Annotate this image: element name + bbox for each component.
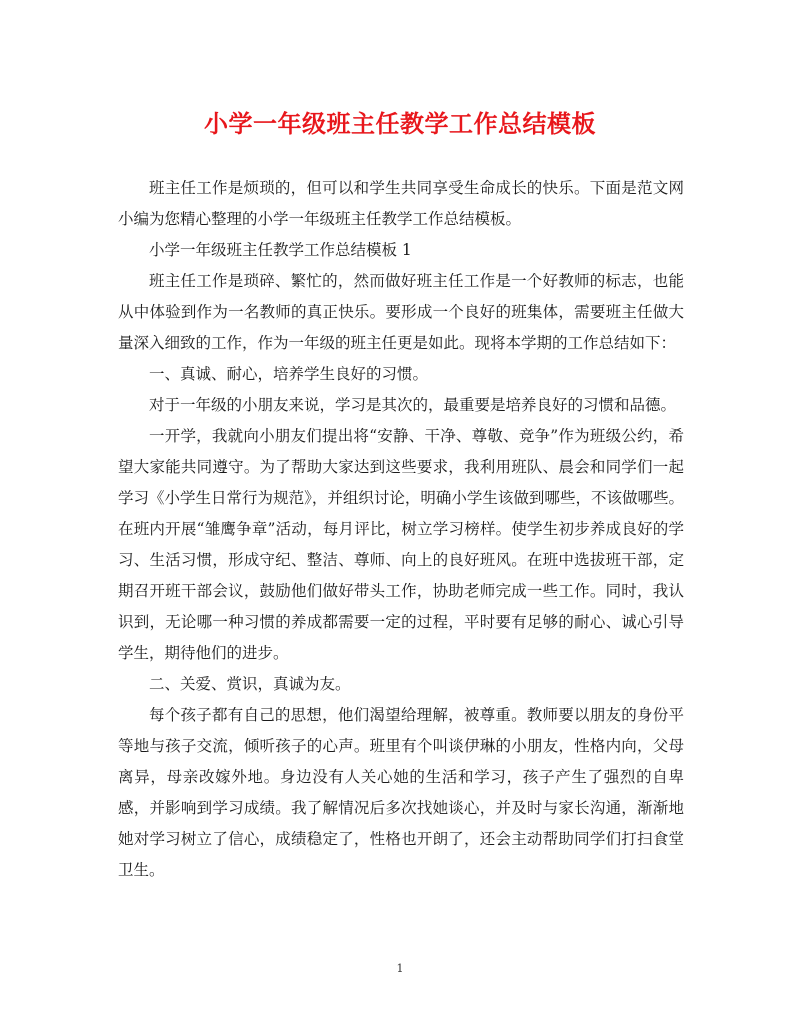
body-paragraph: 每个孩子都有自己的思想，他们渴望给理解，被尊重。教师要以朋友的身份平等地与孩子交流，倾听孩子的心声。班里有个叫谈伊琳的小朋友，性格内向，父母离异，母亲改嫁外地。身边没有人关心她的生活和学习，孩子产生了强烈的自卑感，并影响到学习成绩。我了解情况后多次找她谈心，并及时与家长沟通，渐渐地她对学习树立了信心，成绩稳定了，性格也开朗了，还会主动帮助同学们打扫食堂卫生。 bbox=[118, 706, 684, 879]
subheading-1: 一、真诚、耐心，培养学生良好的习惯。 bbox=[149, 365, 429, 383]
intro-paragraph: 班主任工作是烦琐的，但可以和学生共同享受生命成长的快乐。下面是范文网小编为您精心整理的小学一年级班主任教学工作总结模板。 bbox=[118, 179, 684, 228]
subheading-2: 二、关爱、赏识，真诚为友。 bbox=[149, 675, 351, 693]
page-number: 1 bbox=[396, 962, 404, 975]
body-paragraph: 一开学，我就向小朋友们提出将“安静、干净、尊敬、竞争”作为班级公约，希望大家能共同遵守。为了帮助大家达到这些要求，我利用班队、晨会和同学们一起学习《小学生日常行为规范》，并组织讨论，明确小学生该做到哪些，不该做哪些。在班内开展“雏鹰争章”活动，每月评比，树立学习榜样。使学生初步养成良好的学习、生活习惯，形成守纪、整洁、尊师、向上的良好班风。在班中选拔班干部，定期召开班干部会议，鼓励他们做好带头工作，协助老师完成一些工作。同时，我认识到，无论哪一种习惯的养成都需要一定的过程，平时要有足够的耐心、诚心引导学生，期待他们的进步。 bbox=[118, 427, 684, 662]
body-paragraph: 对于一年级的小朋友来说，学习是其次的，最重要是培养良好的习惯和品德。 bbox=[149, 396, 677, 414]
body-paragraph: 班主任工作是琐碎、繁忙的，然而做好班主任工作是一个好教师的标志，也能从中体验到作为一名教师的真正快乐。要形成一个良好的班集体，需要班主任做大量深入细致的工作，作为一年级的班主任更是如此。现将本学期的工作总结如下： bbox=[118, 272, 684, 352]
section-title: 小学一年级班主任教学工作总结模板 1 bbox=[149, 241, 412, 259]
document-title: 小学一年级班主任教学工作总结模板 bbox=[204, 110, 596, 138]
document-body bbox=[118, 173, 684, 886]
